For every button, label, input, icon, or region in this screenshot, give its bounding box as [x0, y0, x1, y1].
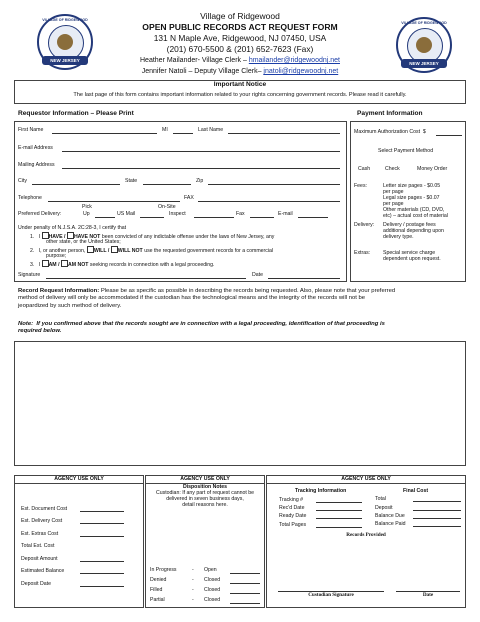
- state-field[interactable]: [143, 184, 191, 185]
- status-dash: -: [192, 577, 194, 583]
- est-extras-cost-field[interactable]: [80, 536, 124, 537]
- disposition-line-2: delivered in seven business days,: [166, 496, 244, 502]
- item-number: 3.: [30, 262, 35, 268]
- fees-line-4: per page: [383, 201, 404, 207]
- village-address: 131 N Maple Ave, Ridgewood, NJ 07450, USA: [153, 33, 327, 43]
- clerk-line-1: [90, 56, 390, 65]
- balance-paid-field[interactable]: [413, 526, 461, 527]
- max-auth-label: [354, 129, 426, 135]
- delivery-option-inspect: Inspect: [169, 211, 186, 217]
- email-field[interactable]: [62, 151, 340, 152]
- village-name: Village of Ridgewood: [200, 11, 280, 21]
- village-seal-left: [37, 14, 93, 70]
- record-request-text1: Please be as specific as possible in describing the records being requested. Also, please note that your preferred: [100, 288, 396, 294]
- am-not-checkbox[interactable]: [61, 260, 68, 267]
- telephone-label: Telephone: [18, 195, 42, 201]
- balance-due-label: Balance Due: [375, 513, 405, 519]
- fees-line-3: Legal size pages - $0.07: [383, 195, 440, 201]
- seal-center-emblem: [416, 37, 432, 53]
- seal-banner: NEW JERSEY: [401, 59, 447, 68]
- status-closed-1-field[interactable]: [230, 583, 260, 584]
- item-number: 1.: [30, 234, 35, 240]
- delivery-email-field[interactable]: [298, 217, 328, 218]
- tracking-number-field[interactable]: [316, 502, 362, 503]
- certify-item-1-cont: other state, or the United States;: [46, 239, 121, 245]
- seal-top-text: VILLAGE OF RIDGEWOOD: [42, 18, 88, 22]
- balance-paid-label: Balance Paid: [375, 521, 406, 527]
- signature-field[interactable]: [46, 278, 246, 279]
- item2-prefix: I, or another person,: [38, 248, 86, 254]
- delivery-option-email: E-mail: [278, 211, 293, 217]
- ready-date-label: Ready Date: [279, 513, 307, 519]
- fees-line-2: per page: [383, 189, 404, 195]
- will-not-label: WILL NOT: [117, 248, 143, 254]
- status-closed-3: Closed: [204, 597, 221, 603]
- item3-text: seeking records in connection with a legal proceeding.: [89, 262, 215, 268]
- final-deposit-field[interactable]: [413, 510, 461, 511]
- est-document-cost-label: Est. Document Cost: [21, 506, 68, 512]
- disposition-title: Disposition Notes: [182, 484, 228, 490]
- have-not-label: HAVE NOT: [73, 234, 101, 240]
- delivery-option-fax: Fax: [236, 211, 245, 217]
- method-check[interactable]: Check: [385, 166, 400, 172]
- note-text2: required below.: [18, 328, 62, 335]
- extras-line-2: dependent upon request.: [383, 256, 441, 262]
- est-delivery-cost-label: Est. Delivery Cost: [21, 518, 63, 524]
- will-not-checkbox[interactable]: [111, 246, 118, 253]
- pick-label: Pick: [82, 204, 92, 210]
- certify-intro: Under penalty of N.J.S.A. 2C:28-3, I certify that: [18, 225, 127, 231]
- max-auth-text: Maximum Authorization Cost: [354, 129, 421, 135]
- note-text1: If you confirmed above that the records sought are in connection with a legal proceeding, identification of that proceeding is: [36, 321, 385, 327]
- item-i: I: [38, 234, 41, 240]
- total-pages-field[interactable]: [316, 527, 362, 528]
- preferred-delivery-label: Preferred Delivery:: [18, 211, 62, 217]
- recd-date-label: Rec'd Date: [279, 505, 305, 511]
- status-closed-1: Closed: [204, 577, 221, 583]
- fees-line-5: Other materials (CD, DVD,: [383, 207, 445, 213]
- status-closed-2: Closed: [204, 587, 221, 593]
- certify-item-3: [30, 260, 214, 268]
- am-checkbox[interactable]: [42, 260, 49, 267]
- city-label: City: [18, 178, 27, 184]
- village-phones: (201) 670-5500 & (201) 652-7623 (Fax): [166, 44, 314, 54]
- agency-header-1: AGENCY USE ONLY: [54, 476, 104, 482]
- date-label: Date: [252, 272, 263, 278]
- deposit-amount-field[interactable]: [80, 561, 124, 562]
- agency-box-1: [14, 475, 144, 608]
- clerk1-email-link[interactable]: hmailander@ridgewoodnj.net: [248, 57, 340, 64]
- status-closed-3-field[interactable]: [230, 603, 260, 604]
- fees-label: Fees:: [354, 183, 367, 189]
- est-extras-cost-label: Est. Extras Cost: [21, 531, 59, 537]
- status-dash: -: [192, 567, 194, 573]
- tracking-number-label: Tracking #: [279, 497, 304, 503]
- agency-header-3: AGENCY USE ONLY: [341, 476, 391, 482]
- seal-center-emblem: [57, 34, 73, 50]
- form-title: OPEN PUBLIC RECORDS ACT REQUEST FORM: [142, 22, 338, 32]
- records-provided-label: Records Provided: [346, 532, 386, 538]
- seal-banner: NEW JERSEY: [42, 56, 88, 65]
- clerk2-name: Jennifer Natoli – Deputy Village Clerk–: [141, 68, 264, 75]
- method-cash[interactable]: Cash: [358, 166, 371, 172]
- extras-line-1: Special service charge: [383, 250, 436, 256]
- note-label: Note:: [18, 321, 34, 327]
- method-money-order[interactable]: Money Order: [417, 166, 448, 172]
- am-not-label: AM NOT: [67, 262, 89, 268]
- final-deposit-label: Deposit: [375, 505, 393, 511]
- custodian-date-label: Date: [422, 592, 434, 598]
- est-document-cost-field[interactable]: [80, 511, 124, 512]
- status-in-progress: In Progress: [150, 567, 177, 573]
- notice-text: The last page of this form contains important information related to your rights concerning government records. Please read it carefully.: [73, 92, 407, 98]
- date-field[interactable]: [268, 278, 340, 279]
- certify-item-2-cont: purpose;: [46, 253, 67, 259]
- status-dash: -: [192, 587, 194, 593]
- total-est-cost-label: Total Est. Cost: [21, 543, 55, 549]
- notice-title: Important Notice: [213, 81, 267, 88]
- record-request-label: Record Request Information:: [18, 288, 100, 294]
- fax-label: FAX: [184, 195, 194, 201]
- mailing-field[interactable]: [62, 168, 340, 169]
- delivery-fees-line-1: Delivery / postage fees: [383, 222, 436, 228]
- requestor-heading: Requestor Information – Please Print: [18, 110, 134, 117]
- mi-field[interactable]: [173, 133, 193, 134]
- recd-date-field[interactable]: [316, 510, 362, 511]
- mi-label: MI: [162, 127, 168, 133]
- agency-header-2: AGENCY USE ONLY: [180, 476, 230, 482]
- record-request-text2: method of delivery will only be accommodated if the custodian has the technological means and the integrity of the records will not be: [18, 295, 366, 302]
- status-partial: Partial: [150, 597, 165, 603]
- item-number: 2.: [30, 248, 35, 254]
- delivery-option-pickup: Up: [83, 211, 90, 217]
- fax-field[interactable]: [198, 201, 340, 202]
- status-dash: -: [192, 597, 194, 603]
- am-label: AM /: [48, 262, 60, 268]
- will-label: WILL /: [93, 248, 110, 254]
- have-checkbox[interactable]: [42, 232, 49, 239]
- clerk-line-2: [90, 67, 390, 76]
- extras-label: Extras:: [354, 250, 371, 256]
- delivery-inspect-field[interactable]: [194, 217, 234, 218]
- deposit-date-label: Deposit Date: [21, 581, 51, 587]
- have-label: HAVE /: [48, 234, 66, 240]
- onsite-label: On-Site: [158, 204, 176, 210]
- custodian-signature-label: Custodian Signature: [308, 592, 354, 598]
- ready-date-field[interactable]: [316, 518, 362, 519]
- item2-text: use the requested government records for a commercial: [144, 248, 274, 254]
- last-name-label: Last Name: [198, 127, 224, 133]
- dollar-sign: $: [422, 129, 426, 135]
- state-label: State: [125, 178, 138, 184]
- will-checkbox[interactable]: [87, 246, 94, 253]
- status-open-field[interactable]: [230, 573, 260, 574]
- clerk2-email-link[interactable]: jnatoli@ridgewoodnj.net: [263, 68, 339, 75]
- disposition-line-1: Custodian: If any part of request cannot be: [155, 490, 255, 496]
- record-request-text3: jeopardized by such method of delivery.: [18, 302, 122, 309]
- select-method-label: Select Payment Method: [378, 148, 434, 154]
- disposition-line-3: detail reasons here.: [182, 502, 228, 508]
- delivery-fees-line-3: delivery type.: [383, 234, 414, 240]
- fees-line-6: etc) – actual cost of material: [383, 213, 448, 219]
- deposit-amount-label: Deposit Amount: [21, 556, 58, 562]
- final-total-field[interactable]: [413, 501, 461, 502]
- clerk1-name: Heather Mailander- Village Clerk –: [140, 57, 249, 64]
- have-not-checkbox[interactable]: [67, 232, 74, 239]
- item-i: I: [38, 262, 41, 268]
- est-delivery-cost-field[interactable]: [80, 523, 124, 524]
- payment-heading: Payment Information: [357, 110, 423, 117]
- records-request-textarea[interactable]: [14, 341, 466, 466]
- records-provided-area[interactable]: [272, 540, 460, 590]
- zip-label: Zip: [196, 178, 204, 184]
- first-name-field[interactable]: [52, 133, 157, 134]
- delivery-fax-field[interactable]: [250, 217, 274, 218]
- estimated-balance-label: Estimated Balance: [21, 568, 65, 574]
- email-label: E-mail Address: [18, 145, 53, 151]
- last-name-field[interactable]: [228, 133, 340, 134]
- max-auth-field[interactable]: [436, 135, 462, 136]
- delivery-fees-line-2: additional depending upon: [383, 228, 444, 234]
- first-name-label: First Name: [18, 127, 44, 133]
- record-request-info: [18, 288, 468, 310]
- fees-line-1: Letter size pages - $0.05: [383, 183, 441, 189]
- delivery-option-mail: US Mail: [117, 211, 136, 217]
- delivery-pickup-field[interactable]: [95, 217, 115, 218]
- signature-label: Signature: [18, 272, 41, 278]
- status-closed-2-field[interactable]: [230, 593, 260, 594]
- city-field[interactable]: [32, 184, 120, 185]
- legal-note: [18, 321, 468, 336]
- deposit-date-field[interactable]: [80, 586, 124, 587]
- delivery-fees-label: Delivery:: [354, 222, 375, 228]
- tracking-title: Tracking Information: [295, 488, 347, 494]
- estimated-balance-field[interactable]: [80, 573, 124, 574]
- final-total-label: Total: [375, 496, 386, 502]
- total-pages-label: Total Pages: [279, 522, 307, 528]
- telephone-field[interactable]: [48, 201, 180, 202]
- zip-field[interactable]: [208, 184, 340, 185]
- certify-item-2: [30, 246, 273, 254]
- delivery-mail-field[interactable]: [140, 217, 164, 218]
- status-denied: Denied: [150, 577, 167, 583]
- final-cost-title: Final Cost: [403, 488, 429, 494]
- mailing-label: Mailing Address: [18, 162, 55, 168]
- status-filled: Filled: [150, 587, 163, 593]
- seal-top-text: VILLAGE OF RIDGEWOOD: [401, 21, 447, 25]
- status-open: Open: [204, 567, 217, 573]
- village-seal-right: [396, 17, 452, 73]
- item1-text: been convicted of any indictable offense under the laws of New Jersey, any: [101, 234, 275, 240]
- balance-due-field[interactable]: [413, 518, 461, 519]
